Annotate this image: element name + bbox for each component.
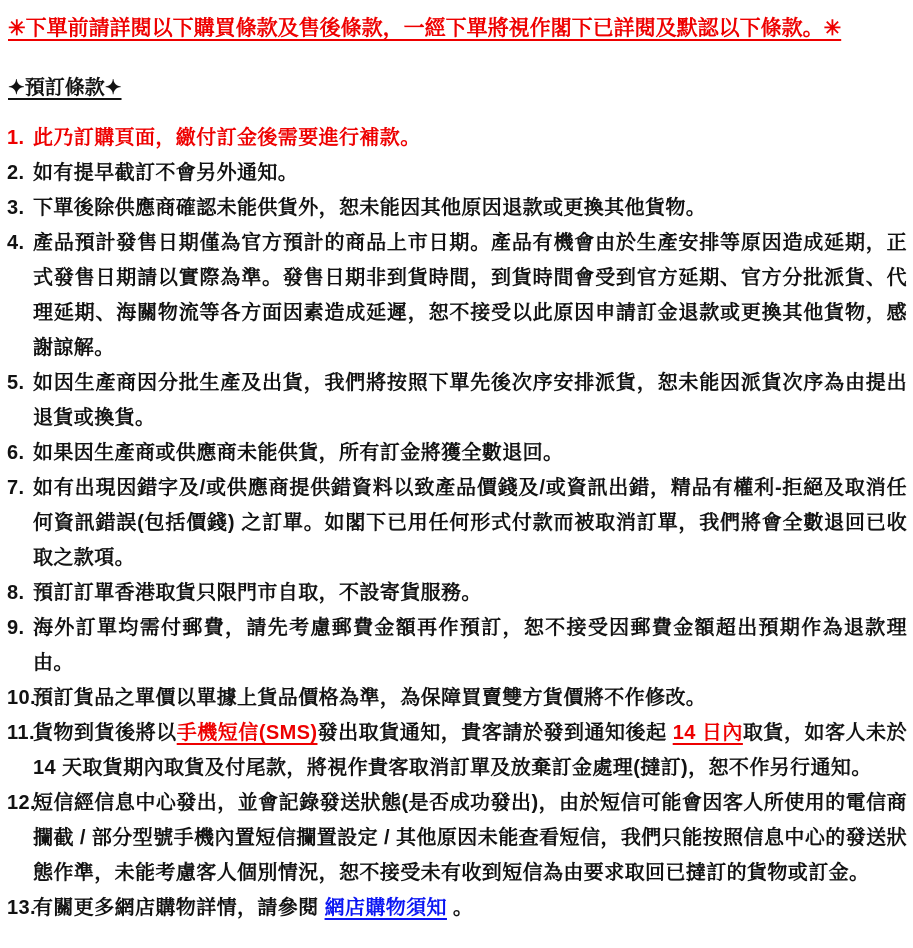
- term-item: [6, 436, 907, 471]
- term-highlight: 手機短信(SMS): [176, 722, 318, 744]
- term-number: 11.: [7, 722, 35, 744]
- term-number: 9.: [7, 617, 25, 639]
- term-highlight: 14 日內: [672, 722, 743, 744]
- term-number: 7.: [7, 477, 25, 499]
- term-number: 8.: [7, 582, 25, 604]
- term-number: 3.: [7, 197, 25, 219]
- term-number: 1.: [7, 127, 25, 149]
- term-text: 預訂訂單香港取貨只限門市自取，不設寄貨服務。: [33, 582, 482, 604]
- term-number: 4.: [7, 232, 25, 254]
- term-item: [6, 471, 907, 576]
- term-number: 13.: [7, 897, 37, 919]
- term-item: [6, 156, 907, 191]
- term-text: 海外訂單均需付郵費，請先考慮郵費金額再作預訂，恕不接受因郵費金額超出預期作為退款理由。: [33, 617, 907, 674]
- term-item: [6, 226, 907, 366]
- term-text: 如因生產商因分批生產及出貨，我們將按照下單先後次序安排派貨，恕未能因派貨次序為由提出退貨或換貨。: [33, 372, 907, 429]
- term-item: [6, 891, 907, 926]
- term-text: 產品預計發售日期僅為官方預計的商品上市日期。產品有機會由於生產安排等原因造成延期，正式發售日期請以實際為準。發售日期非到貨時間，到貨時間會受到官方延期、官方分批派貨、代理延期、海關物流等各方面因素造成延遲，恕不接受以此原因申請訂金退款或更換其他貨物，感謝諒解。: [33, 232, 907, 359]
- term-text: 有關更多網店購物詳情，請參閱: [33, 897, 325, 919]
- shop-policy-link[interactable]: 網店購物須知: [324, 897, 447, 919]
- term-item: [6, 576, 907, 611]
- term-number: 12.: [7, 792, 37, 814]
- term-text: 預訂貨品之單價以單據上貨品價格為準，為保障買賣雙方貨價將不作修改。: [33, 687, 707, 709]
- term-item: [6, 716, 907, 786]
- term-text: 發出取貨通知，貴客請於發到通知後起: [317, 722, 673, 744]
- term-text: 此乃訂購頁面，繳付訂金後需要進行補款。: [33, 127, 421, 149]
- term-item: [6, 366, 907, 436]
- term-item: [6, 611, 907, 681]
- terms-list: [6, 121, 907, 926]
- term-text: 取貨，如客人未於 14 天取貨期內取貨及付尾款，將視作貴客取消訂單及放棄訂金處理(撻訂)，恕不作另行通知。: [33, 722, 907, 779]
- term-text: 下單後除供應商確認未能供貨外，恕未能因其他原因退款或更換其他貨物。: [33, 197, 707, 219]
- term-text: 如有出現因錯字及/或供應商提供錯資料以致產品價錢及/或資訊出錯，精品有權利-拒絕及取消任何資訊錯誤(包括價錢) 之訂單。如閣下已用任何形式付款而被取消訂單，我們將會全數退回已收取之款項。: [33, 477, 907, 569]
- term-text: 貨物到貨後將以: [33, 722, 177, 744]
- term-number: 2.: [7, 162, 25, 184]
- term-text: 如果因生產商或供應商未能供貨，所有訂金將獲全數退回。: [33, 442, 564, 464]
- term-item: [6, 121, 907, 156]
- term-number: 5.: [7, 372, 25, 394]
- notice-banner: ✳下單前請詳閱以下購買條款及售後條款，一經下單將視作閣下已詳閱及默認以下條款。✳: [8, 17, 842, 40]
- term-item: [6, 786, 907, 891]
- term-text: 短信經信息中心發出，並會記錄發送狀態(是否成功發出)，由於短信可能會因客人所使用的電信商攔截 / 部分型號手機內置短信攔置設定 / 其他原因未能查看短信，我們只能按照信息中心的發送狀態作準，未能考慮客人個別情況，恕不接受未有收到短信為由要求取回已撻訂的貨物或訂金。: [33, 792, 907, 884]
- section-title-preorder-terms: ✦預訂條款✦: [8, 77, 122, 99]
- term-text: 如有提早截訂不會另外通知。: [33, 162, 299, 184]
- term-number: 6.: [7, 442, 25, 464]
- term-number: 10.: [7, 687, 37, 709]
- term-item: [6, 681, 907, 716]
- term-item: [6, 191, 907, 226]
- term-text: 。: [446, 897, 474, 919]
